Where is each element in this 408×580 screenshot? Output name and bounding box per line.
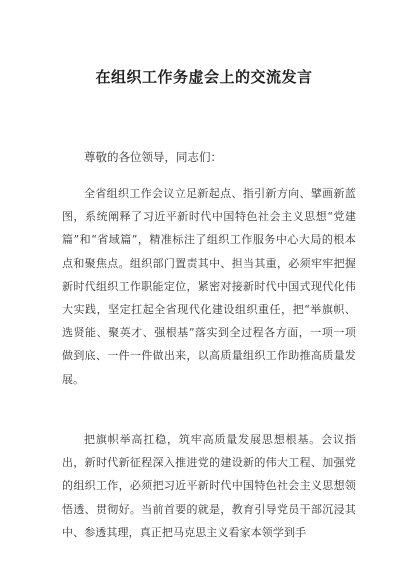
paragraph-1: 全省组织工作会议立足新起点、指引新方向、擘画新蓝图，系统阐释了习近平新时代中国特色社会主义思想“党建篇”和“省域篇”，精准标注了组织工作服务中心大局的根本点和聚焦点。组织部门置责其中、担当其重，必须牢牢把握新时代组织工作职能定位，紧密对接新时代中国式现代化伟大实践，坚定扛起全省现代化建设组织重任，把“举旗帜、选贤能、聚英才、强根基”落实到全过程各方面，一项一项做到底、一件一件做出来，以高质量组织工作助推高质量发展。 [62,187,356,386]
paragraph-2: 把旗帜举高扛稳，筑牢高质量发展思想根基。会议指出，新时代新征程深入推进党的建设新的伟大工程、加强党的组织工作，必须把习近平新时代中国特色社会主义思想领悟透、贯彻好。当前首要的就是，教育引导党员干部沉浸其中、参透其理，真正把马克思主义看家本领学到手 [62,433,356,539]
document-title: 在组织工作务虚会上的交流发言 [95,68,313,86]
salutation: 尊敬的各位领导，同志们： [84,150,222,164]
